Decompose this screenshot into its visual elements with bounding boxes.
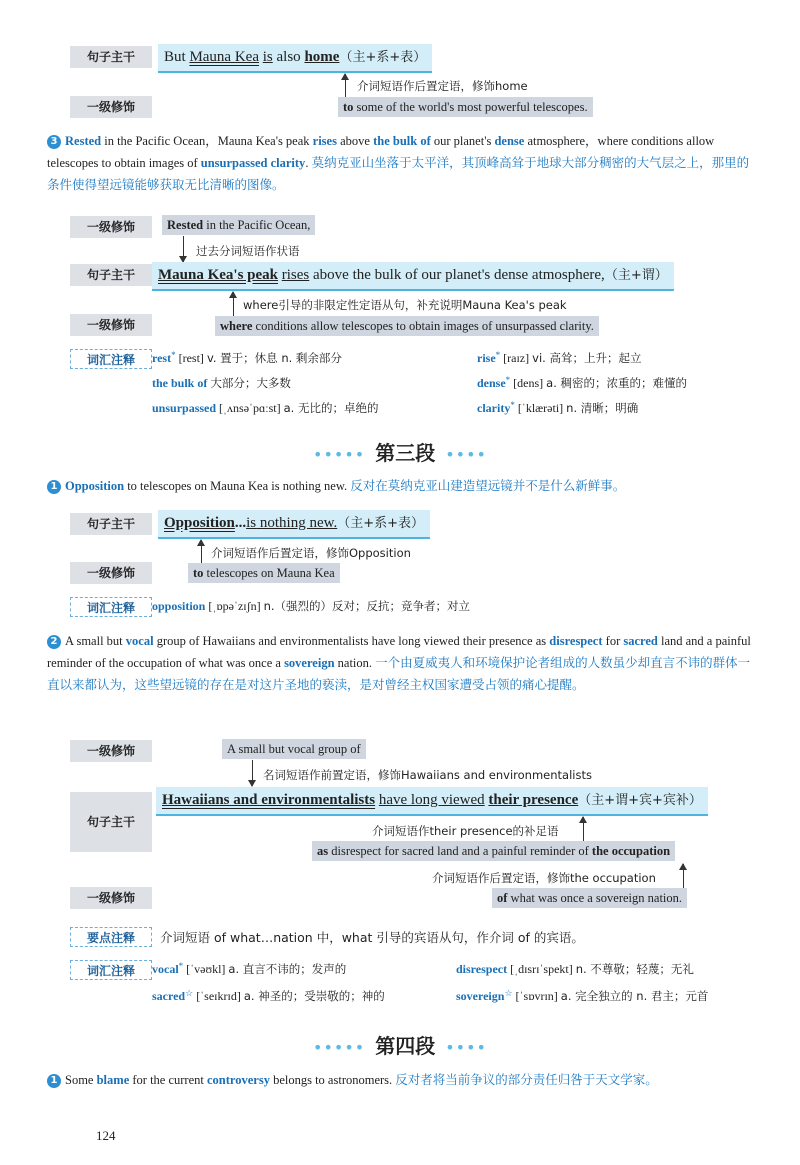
- word: opposition: [152, 599, 206, 613]
- word: sacred: [152, 989, 186, 1003]
- kw: rises: [312, 134, 337, 148]
- paragraph-3-sentence-1: [47, 475, 757, 497]
- note-1: 介词短语作后置定语，修饰home: [357, 79, 528, 93]
- kw: disrespect: [549, 634, 603, 648]
- def: a. 无比的；卓绝的: [283, 401, 379, 415]
- modifier-4a: A small but vocal group of: [222, 739, 366, 759]
- arrow-down-icon: [252, 760, 253, 786]
- verb: is: [246, 515, 257, 531]
- modifier-4b: [312, 841, 675, 861]
- pron: [ˈseɪkrɪd]: [196, 989, 241, 1003]
- structure-tag: （主+系+表）: [339, 50, 427, 65]
- word: the bulk of: [152, 376, 208, 390]
- t: A small but: [65, 634, 126, 648]
- vocab-item: [152, 375, 291, 391]
- arrow-up-icon: [233, 292, 234, 316]
- subject: Hawaiians and environmentalists: [162, 792, 376, 808]
- sentence-number: 1: [47, 1074, 61, 1088]
- def: vi. 高耸；上升；起立: [532, 351, 642, 365]
- object: their presence: [488, 792, 579, 808]
- star-icon: *: [178, 961, 184, 971]
- label-main-4: 句子主干: [70, 792, 152, 852]
- mod-keyword: Rested: [167, 218, 204, 232]
- section-heading-4: [0, 1030, 800, 1059]
- sentence-number: 1: [47, 480, 61, 494]
- vocab-item: [477, 375, 687, 391]
- text: But: [164, 49, 190, 65]
- kw: unsurpassed clarity: [200, 156, 306, 170]
- t: land and a painful reminder of the occupation of what was once a: [47, 634, 751, 670]
- vocab-label-3: 词汇注释: [70, 960, 152, 980]
- vocab-item: [152, 400, 378, 416]
- mod-text: some of the world's most powerful telescopes.: [353, 100, 588, 114]
- arrow-up-icon: [683, 864, 684, 888]
- vocab-item: [152, 988, 385, 1004]
- t: nation.: [334, 656, 376, 670]
- object: home: [304, 49, 340, 65]
- arrow-down-icon: [183, 236, 184, 262]
- dots-decoration: •••••: [313, 1038, 366, 1057]
- def: a. 神圣的；受崇敬的；神的: [243, 989, 385, 1003]
- pron: [ˈklærəti]: [517, 401, 564, 415]
- vocab-item: [456, 988, 708, 1004]
- mod-text: in the Pacific Ocean,: [203, 218, 311, 232]
- t: above: [336, 134, 374, 148]
- vocab-label-1: 词汇注释: [70, 349, 152, 369]
- kw: blame: [96, 1073, 130, 1087]
- verb: have long: [378, 792, 442, 808]
- def: 大部分；大多数: [210, 376, 291, 390]
- label-mod-4a: 一级修饰: [70, 740, 152, 762]
- dots-decoration: ••••: [445, 1038, 487, 1057]
- text: above the bulk of our planet's dense atmosphere,: [309, 267, 605, 283]
- section-heading-3: [0, 437, 800, 466]
- modifier-2b: [215, 316, 599, 336]
- pron: [dens]: [513, 376, 544, 390]
- keypoint-text: 介词短语 of what…nation 中，what 引导的宾语从句，作介词 of 的宾语。: [160, 930, 584, 945]
- pron: [ˈsɒvrɪn]: [515, 989, 558, 1003]
- translation: 反对在莫纳克亚山建造望远镜并不是什么新鲜事。: [350, 478, 626, 493]
- t: group of Hawaiians and environmentalists have long viewed their presence as: [153, 634, 550, 648]
- word: rest: [152, 351, 172, 365]
- sentence-number: 3: [47, 135, 61, 149]
- t: for: [602, 634, 624, 648]
- note-2a: 过去分词短语作状语: [196, 244, 300, 258]
- arrow-up-icon: [583, 817, 584, 841]
- note-2b: where引导的非限定性定语从句，补充说明Mauna Kea's peak: [243, 298, 567, 312]
- subject: Mauna Kea's peak: [158, 267, 279, 283]
- star-icon: ☆: [504, 988, 513, 998]
- pron: [ˈvəʊkl]: [186, 962, 226, 976]
- label-main-1: 句子主干: [70, 46, 152, 68]
- sentence-number: 2: [47, 635, 61, 649]
- note-4c: 介词短语作后置定语，修饰the occupation: [432, 871, 656, 885]
- page-number: 124: [96, 1128, 116, 1143]
- word: clarity: [477, 401, 511, 415]
- mod-keyword: where: [220, 319, 253, 333]
- structure-tag: （主+系+表）: [337, 516, 425, 531]
- section-title: 第四段: [375, 1034, 436, 1058]
- kw: dense: [494, 134, 525, 148]
- text: also: [272, 49, 305, 65]
- modifier-3: [188, 563, 340, 583]
- paragraph-4-sentence-1: [47, 1069, 757, 1091]
- def: n. 清晰；明确: [566, 401, 639, 415]
- vocab-item: [152, 961, 346, 977]
- label-mod-2a: 一级修饰: [70, 216, 152, 238]
- main-clause-4: [156, 787, 708, 816]
- word: dense: [477, 376, 506, 390]
- subject: Mauna Kea: [189, 49, 259, 65]
- modifier-1: [338, 97, 593, 117]
- mod-keyword: as: [317, 844, 329, 858]
- dots-decoration: •••••: [313, 445, 366, 464]
- kw: the bulk of: [373, 134, 431, 148]
- pron: [ˌʌnsəˈpɑːst]: [219, 401, 281, 415]
- modifier-4c: [492, 888, 687, 908]
- def: a. 完全独立的 n. 君主；元首: [560, 989, 709, 1003]
- vocab-item: [456, 961, 694, 977]
- section-title: 第三段: [375, 441, 436, 465]
- t: Some: [65, 1073, 97, 1087]
- def: a. 直言不讳的；发声的: [228, 962, 347, 976]
- t: to telescopes on Mauna Kea is nothing new.: [124, 479, 351, 493]
- paragraph-sentence-3: [47, 130, 757, 196]
- label-main-3: 句子主干: [70, 513, 152, 535]
- vocab-item: [152, 350, 342, 366]
- structure-tag: （主+谓+宾+宾补）: [578, 793, 702, 808]
- kw: vocal: [125, 634, 154, 648]
- star-icon: *: [505, 375, 511, 385]
- t: atmosphere，where conditions allow telescopes to obtain images of: [47, 134, 715, 170]
- translation: 莫纳克亚山坐落于太平洋，其顶峰高耸于地球大部分稠密的大气层之上，那里的条件使得望远镜能够获取无比清晰的图像。: [47, 155, 750, 192]
- t: our planet's: [430, 134, 495, 148]
- main-clause-3: [158, 510, 430, 539]
- def: n. 不尊敬；轻蔑；无礼: [575, 962, 694, 976]
- star-icon: *: [510, 400, 515, 410]
- note-4b: 介词短语作their presence的补足语: [372, 824, 559, 838]
- vocab-label-2: 词汇注释: [70, 597, 152, 617]
- mod-keyword: of: [497, 891, 508, 905]
- note-4a: 名词短语作前置定语，修饰Hawaiians and environmentalists: [263, 768, 592, 782]
- main-clause-1: [158, 44, 432, 73]
- vocab-item: [477, 350, 641, 366]
- word: disrespect: [456, 962, 508, 976]
- note-3: 介词短语作后置定语，修饰Opposition: [211, 546, 411, 560]
- pron: [ˌɒpəˈzɪʃn]: [208, 599, 261, 613]
- translation: 一个由夏威夷人和环境保护论者组成的人数虽少却直言不讳的群体一直以来都认为，这些望远镜的存在是对这片圣地的亵渎，是对曾经主权国家遭受占领的痛心提醒。: [47, 655, 751, 692]
- kw: controversy: [207, 1073, 270, 1087]
- keypoint-label: 要点注释: [70, 927, 152, 947]
- t: for the current: [129, 1073, 207, 1087]
- arrow-up-icon: [201, 540, 202, 564]
- mod-text: what was once a sovereign nation.: [507, 891, 683, 905]
- verb: is: [262, 49, 273, 65]
- vocab-item: [152, 598, 470, 614]
- verb: viewed: [441, 792, 485, 808]
- star-icon: *: [495, 350, 501, 360]
- mod-keyword: the occupation: [591, 844, 671, 858]
- pron: [rest]: [178, 351, 204, 365]
- kw: sacred: [623, 634, 658, 648]
- t: .: [305, 156, 312, 170]
- label-mod-1: 一级修饰: [70, 96, 152, 118]
- translation: 反对者将当前争议的部分责任归咎于天文学家。: [395, 1072, 658, 1087]
- def: v. 置于；休息 n. 剩余部分: [206, 351, 342, 365]
- kw: sovereign: [284, 656, 335, 670]
- mod-keyword: to: [343, 100, 354, 114]
- t: in the Pacific Ocean，Mauna Kea's peak: [101, 134, 313, 148]
- word: unsurpassed: [152, 401, 217, 415]
- pron: [ˌdɪsrɪˈspekt]: [510, 962, 573, 976]
- mod-text: disrespect for sacred land and a painful reminder of: [328, 844, 592, 858]
- main-clause-2: [152, 262, 674, 291]
- paragraph-3-sentence-2: [47, 630, 757, 696]
- text: nothing new.: [256, 515, 338, 531]
- label-mod-2b: 一级修饰: [70, 314, 152, 336]
- word: sovereign: [456, 989, 505, 1003]
- mod-text: telescopes on Mauna Kea: [203, 566, 335, 580]
- mod-text: conditions allow telescopes to obtain images of unsurpassed clarity.: [252, 319, 594, 333]
- star-icon: ☆: [185, 988, 194, 998]
- t: belongs to astronomers.: [269, 1073, 396, 1087]
- def: n.（强烈的）反对；反抗；竞争者；对立: [263, 599, 471, 613]
- label-main-2: 句子主干: [70, 264, 152, 286]
- dots-decoration: ••••: [445, 445, 487, 464]
- structure-tag: （主+谓）: [604, 268, 668, 283]
- def: a. 稠密的；浓重的；难懂的: [546, 376, 688, 390]
- word: rise: [477, 351, 496, 365]
- kw: Opposition: [65, 479, 125, 493]
- ellipsis: ...: [234, 515, 247, 531]
- mod-keyword: to: [193, 566, 204, 580]
- pron: [raɪz]: [503, 351, 530, 365]
- kw: Rested: [65, 134, 102, 148]
- modifier-2a: [162, 215, 315, 235]
- star-icon: *: [171, 350, 176, 360]
- label-mod-3: 一级修饰: [70, 562, 152, 584]
- vocab-item: [477, 400, 638, 416]
- word: vocal: [152, 962, 179, 976]
- label-mod-4b: 一级修饰: [70, 887, 152, 909]
- verb: rises: [281, 267, 310, 283]
- subject: Opposition: [164, 515, 235, 531]
